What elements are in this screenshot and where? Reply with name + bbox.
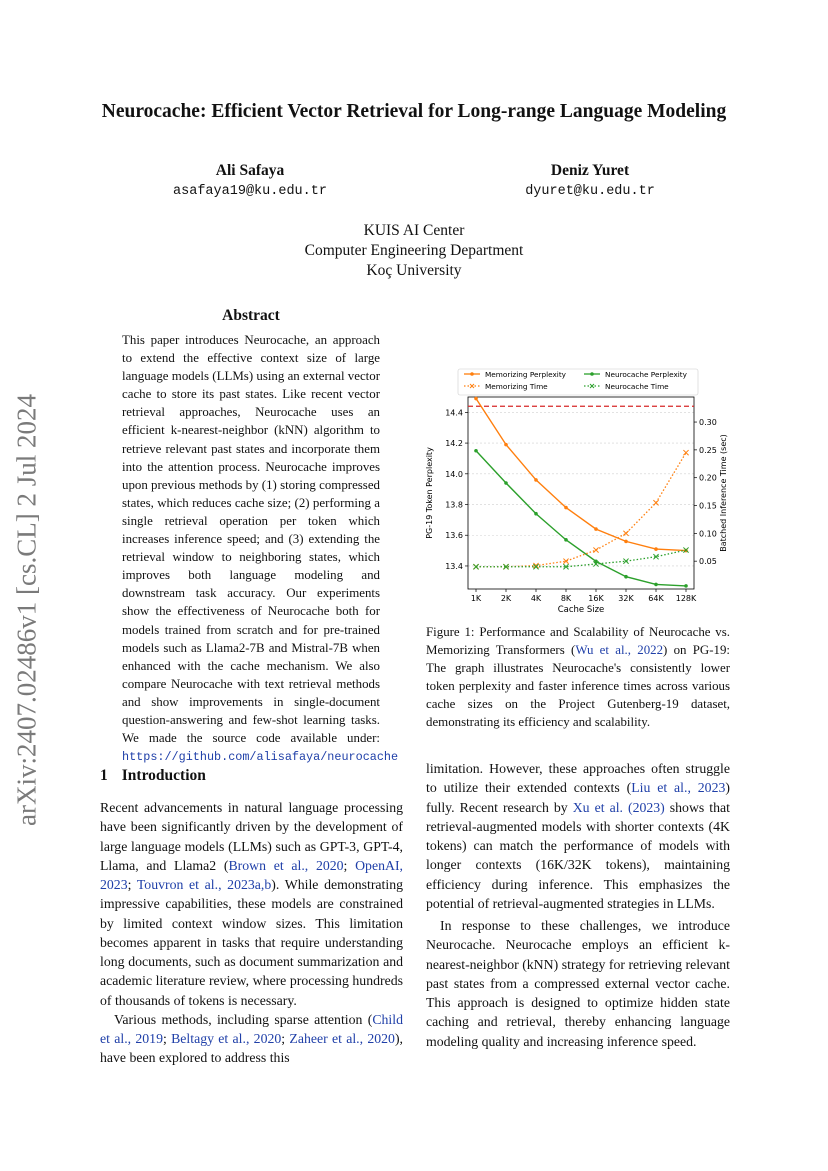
x-tick-label: 1K xyxy=(470,594,482,603)
text: ; xyxy=(162,1031,172,1046)
citation-link[interactable]: Brown et al., 2020 xyxy=(228,857,344,873)
legend-label: Neurocache Time xyxy=(605,382,669,391)
paragraph: In response to these challenges, we introduce Neurocache. Neurocache employs an efficient k-nearest-neighbor (kNN) strategy for retrieving relevant past states from a compressed external vector cache. This approach is designed to optimize hidden state caching and retrieval, thereby enhancing language modeling quality and increasing inference speed. xyxy=(426,918,730,1049)
arxiv-stamp xyxy=(12,380,42,840)
citation-link[interactable]: Liu et al., 2023 xyxy=(631,780,726,796)
data-point xyxy=(624,575,628,579)
text: ), have been explored to address this xyxy=(100,1031,403,1066)
legend-label: Memorizing Perplexity xyxy=(485,370,566,379)
citation-link[interactable]: OpenAI, 2023 xyxy=(100,857,403,892)
text: ) on PG-19: The graph illustrates Neurocache's consistently lower token perplexity and faster inference times across various cache sizes on the Project Gutenberg-19 dataset, demonstrating its efficiency and scalability. xyxy=(426,643,731,729)
affiliation xyxy=(0,221,828,281)
abstract-text: This paper introduces Neurocache, an approach to extend the effective context size of large language models (LLMs) using an external vector cache to store its past states. Like recent vector retrieval approaches, Neurocache uses an efficient k-nearest-neighbor (kNN) algorithm to retrieve relevant past states and incorporate them into the attention process. Neurocache improves upon previous methods by (1) storing compressed states, which reduces cache size; (2) performing a single retrieval operation per token which increases inference speed; and (3) extending the retrieval window to neighboring states, which improves both language modeling and downstream task accuracy. Our experiments show the effectiveness of Neurocache both for models trained from scratch and for pre-trained models such as Llama2-7B and Mistral-7B when enhanced with the cache mechanism. We also compare Neurocache with text retrieval methods and show improvements in single-document question-answering and few-shot learning tasks. We made the source code available under: xyxy=(122,333,380,746)
x-axis-label: Cache Size xyxy=(557,605,605,613)
x-tick-label: 8K xyxy=(560,594,572,603)
data-point xyxy=(504,481,508,485)
text: ; xyxy=(127,877,137,892)
author-email: asafaya19@ku.edu.tr xyxy=(173,184,327,199)
data-point xyxy=(564,538,568,542)
abstract-heading: Abstract xyxy=(222,307,280,324)
author-block-1 xyxy=(150,162,350,199)
data-point xyxy=(683,450,688,455)
chart-axes xyxy=(425,408,728,613)
legend-marker xyxy=(590,372,594,376)
affiliation-line: Computer Engineering Department xyxy=(304,242,524,259)
author-email: dyuret@ku.edu.tr xyxy=(525,184,655,199)
text: ; xyxy=(343,857,356,873)
citation-link[interactable]: Touvron et al., 2023a,b xyxy=(136,877,272,892)
affiliation-line: Koç University xyxy=(366,262,462,279)
section-number: 1 xyxy=(100,767,108,784)
x-tick-label: 2K xyxy=(500,594,512,603)
chart-series xyxy=(473,397,688,588)
data-point xyxy=(473,564,478,569)
y-tick-label: 13.6 xyxy=(445,531,463,541)
chart-grid xyxy=(468,412,694,566)
citation-link[interactable]: Zaheer et al., 2020 xyxy=(289,1031,395,1046)
citation-link[interactable]: Xu et al. (2023) xyxy=(572,799,665,815)
author-name: Ali Safaya xyxy=(215,162,285,179)
y2-tick-label: 0.30 xyxy=(699,418,717,428)
legend-label: Memorizing Time xyxy=(485,382,548,391)
text: Figure 1: Performance and Scalability of Neurocache vs. Memorizing Transformers ( xyxy=(426,625,730,657)
data-point xyxy=(474,397,478,401)
text: Recent advancements in natural language processing have been significantly driven by the development of large language models (LLMs) such as GPT-3, GPT-4, Llama, and Llama2 ( xyxy=(100,800,403,873)
x-tick-label: 128K xyxy=(675,594,697,603)
x-tick-label: 32K xyxy=(618,594,634,603)
chart-legend xyxy=(458,369,698,395)
figure-caption xyxy=(426,623,730,731)
section-heading xyxy=(100,767,206,785)
data-point xyxy=(564,506,568,510)
y-tick-label: 13.4 xyxy=(445,561,463,571)
y2-tick-label: 0.25 xyxy=(699,445,717,455)
text: Various methods, including sparse attention ( xyxy=(114,1011,373,1027)
data-point xyxy=(593,547,598,552)
arxiv-id: arXiv:2407.02486v1 [cs.CL] 2 Jul 2024 xyxy=(11,394,42,826)
y2-tick-label: 0.15 xyxy=(699,501,717,511)
plot-frame xyxy=(468,397,694,589)
text: ) fully. Recent research by xyxy=(426,780,730,815)
data-point xyxy=(534,512,538,516)
y-tick-label: 13.8 xyxy=(445,500,463,510)
x-tick-label: 64K xyxy=(648,594,664,603)
y-axis-label: PG-19 Token Perplexity xyxy=(425,447,434,539)
paragraph xyxy=(100,1010,403,1068)
text: ). While demonstrating impressive capabilities, these models are constrained by limited context window sizes. This limitation becomes apparent in tasks that require understanding long documents, such as document summarization and academic literature review, where processing hundreds of thousands of tokens is necessary. xyxy=(100,877,403,1008)
legend-marker xyxy=(470,372,474,376)
paragraph xyxy=(100,798,403,1010)
text: shows that retrieval-augmented models with shorter contexts (4K tokens) can match the performance of models with longer contexts (16K/32K tokens), maintaining efficiency during inference. This emphasizes the potential of retrieval-augmented strategies in LLMs. xyxy=(426,799,730,911)
figure-1-chart xyxy=(418,363,734,613)
intro-column-left xyxy=(100,798,403,1068)
series-line xyxy=(476,399,686,551)
data-point xyxy=(654,547,658,551)
author-block-2 xyxy=(490,162,690,199)
data-point xyxy=(534,478,538,482)
x-tick-label: 16K xyxy=(588,594,604,603)
legend-label: Neurocache Perplexity xyxy=(605,370,687,379)
paper-title: Neurocache: Efficient Vector Retrieval for Long-range Language Modeling xyxy=(101,101,727,122)
text: ; xyxy=(281,1031,290,1046)
source-code-link[interactable]: https://github.com/alisafaya/neurocache xyxy=(122,750,399,765)
data-point xyxy=(654,583,658,587)
data-point xyxy=(624,540,628,544)
y-tick-label: 14.2 xyxy=(445,439,463,449)
section-title: Introduction xyxy=(121,767,206,784)
y2-tick-label: 0.10 xyxy=(699,529,717,539)
data-point xyxy=(594,527,598,531)
abstract-body xyxy=(122,331,399,766)
text: limitation. However, these approaches often struggle to utilize their extended contexts ( xyxy=(426,761,730,796)
y2-axis-label: Batched Inference Time (sec) xyxy=(719,434,728,552)
y2-tick-label: 0.20 xyxy=(699,473,717,483)
intro-column-right xyxy=(426,759,730,1051)
citation-link[interactable]: Child et al., 2019 xyxy=(100,1011,403,1046)
data-point xyxy=(504,443,508,447)
citation-link[interactable]: Wu et al., 2022 xyxy=(575,643,664,657)
data-point xyxy=(684,584,688,588)
y-tick-label: 14.4 xyxy=(445,408,463,418)
citation-link[interactable]: Beltagy et al., 2020 xyxy=(171,1031,282,1046)
author-name: Deniz Yuret xyxy=(550,162,630,179)
y2-tick-label: 0.05 xyxy=(699,557,717,567)
y-tick-label: 14.0 xyxy=(445,469,463,479)
x-tick-label: 4K xyxy=(530,594,542,603)
paragraph xyxy=(426,759,730,913)
affiliation-line: KUIS AI Center xyxy=(363,222,465,239)
data-point xyxy=(474,449,478,453)
